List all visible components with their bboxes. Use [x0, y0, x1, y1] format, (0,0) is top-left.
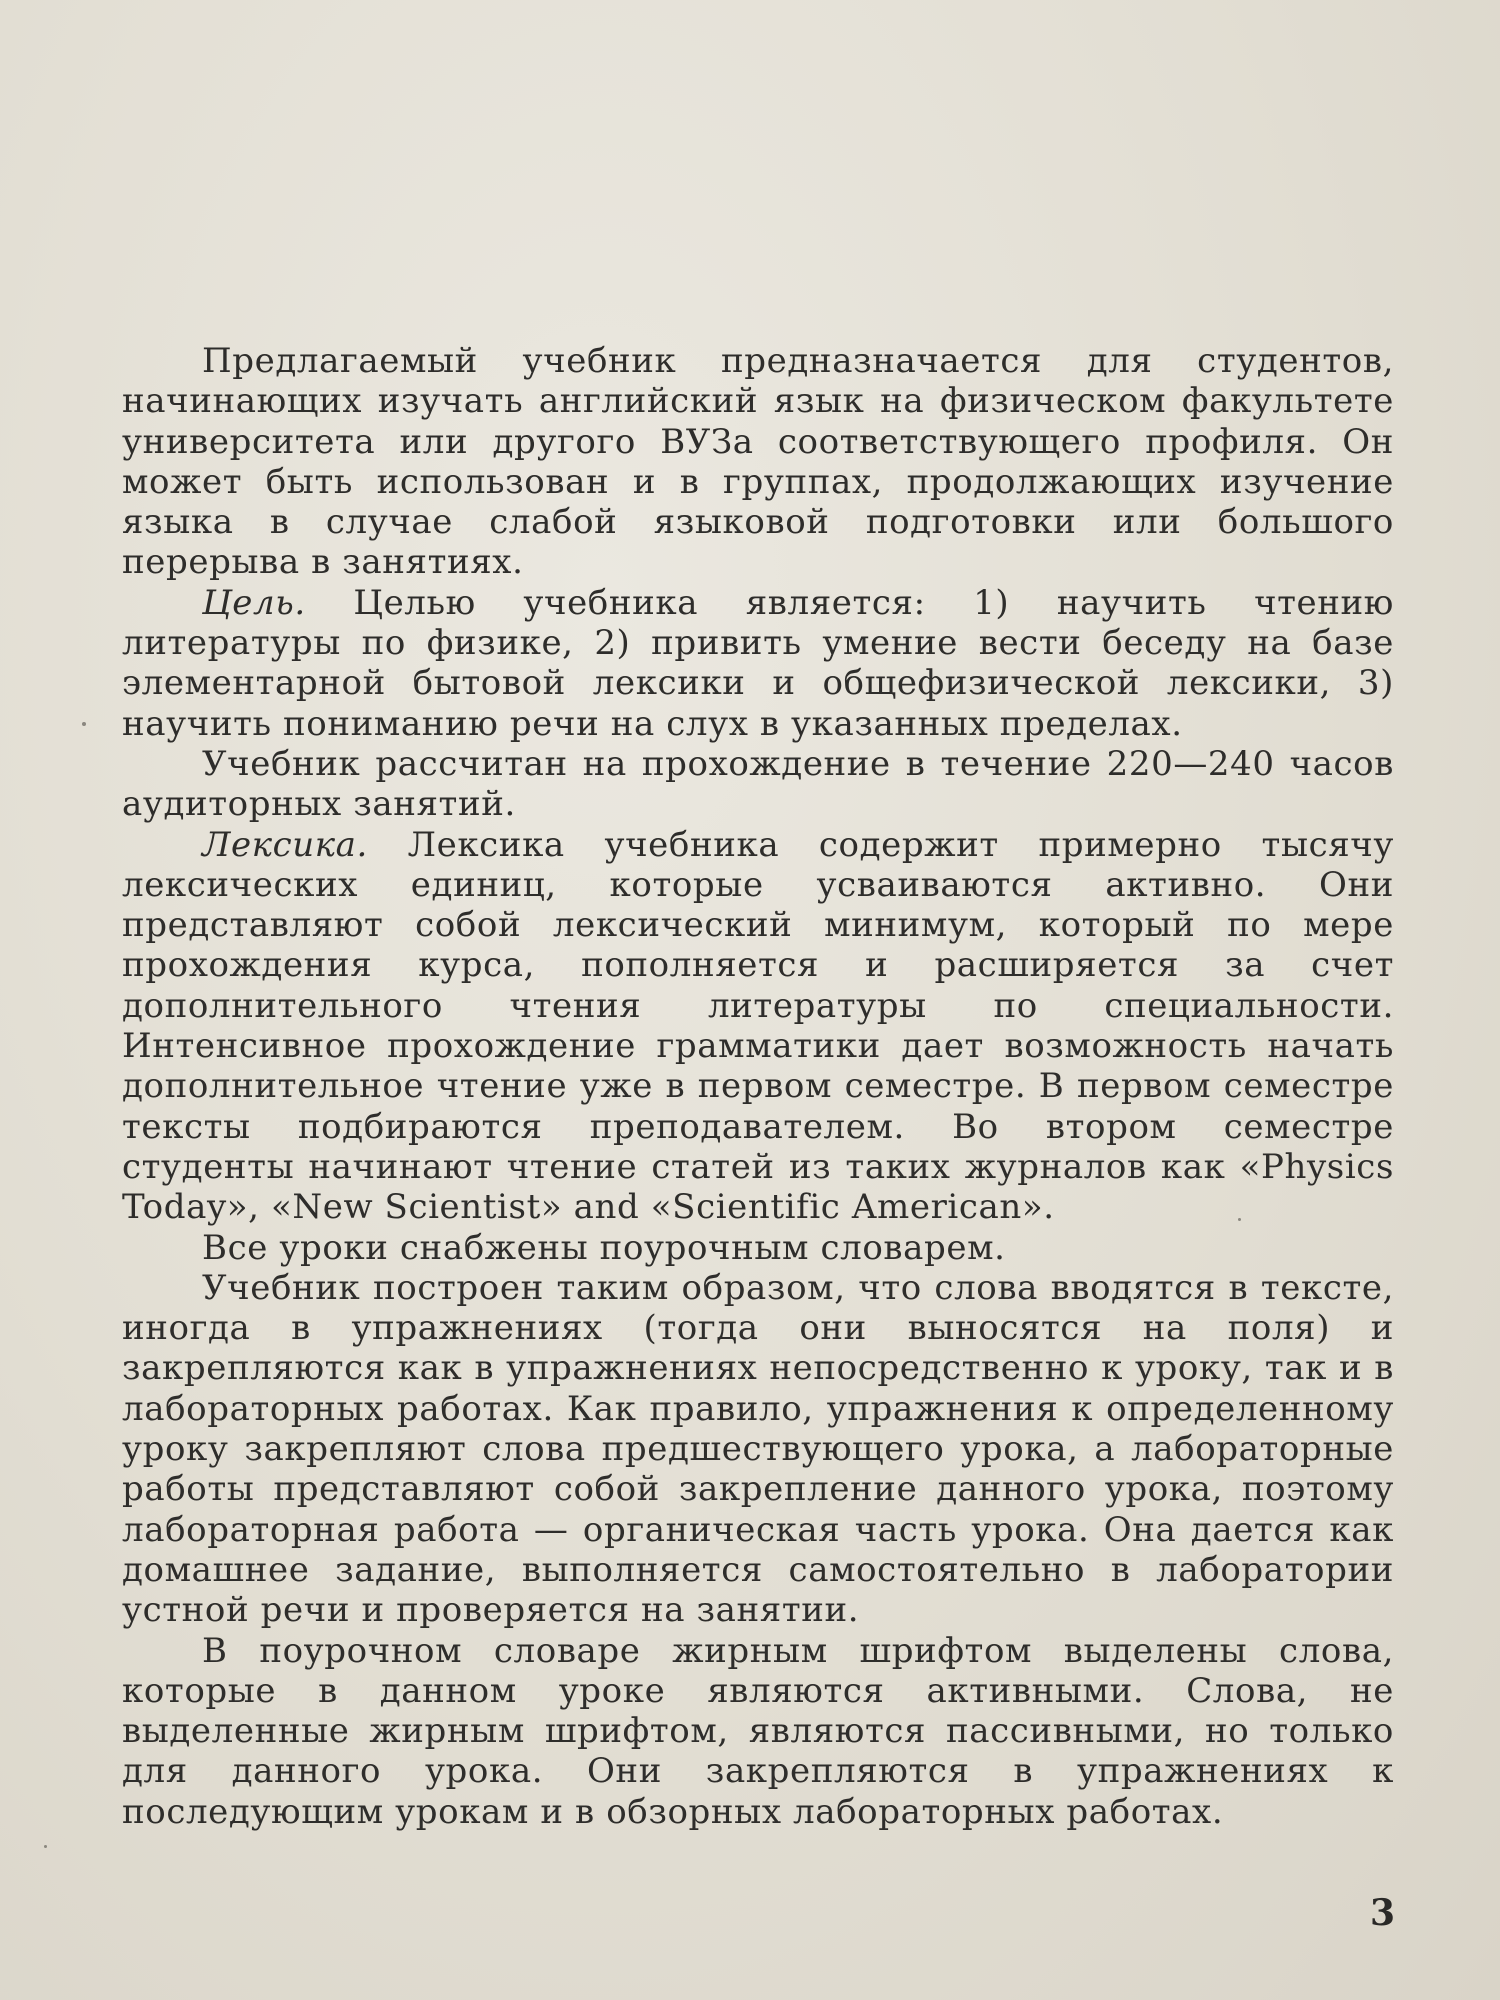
paragraph-structure — [122, 1268, 1394, 1631]
paragraph-bold-words — [122, 1631, 1394, 1832]
paragraph-vocabulary — [122, 825, 1394, 1228]
paragraph-text: Целью учебника является: 1) научить чтению литературы по физике, 2) привить умение вести беседу на базе элементарной бытовой лексики и общефизической лексики, 3) научить пониманию речи на слух в указанных пределах. — [122, 582, 1394, 744]
paragraph-text: Все уроки снабжены поурочным словарем. — [202, 1227, 1006, 1268]
paragraph-text: В поурочном словаре жирным шрифтом выделены слова, которые в данном уроке являются активными. Слова, не выделенные жирным шрифтом, являются пассивными, но только для данного урока. Они закрепляются в упражнениях к последующим урокам и в обзорных лабораторных работах. — [122, 1630, 1394, 1832]
paragraph-intro — [122, 341, 1394, 583]
paragraph-text: Учебник рассчитан на прохождение в течение 220—240 часов аудиторных занятий. — [122, 743, 1394, 825]
paragraph-text: Учебник построен таким образом, что слова вводятся в тексте, иногда в упражнениях (тогда они выносятся на поля) и закрепляются как в упражнениях непосредственно к уроку, так и в лабораторных работах. Как правило, упражнения к определенному уроку закрепляют слова предшествующего урока, а лабораторные работы представляют собой закрепление данного урока, поэтому лабораторная работа — органическая часть урока. Она дается как домашнее задание, выполняется самостоятельно в лаборатории устной речи и проверяется на занятии. — [122, 1267, 1394, 1631]
paragraph-hours — [122, 744, 1394, 825]
paragraph-goal — [122, 583, 1394, 744]
paragraph-text: Лексика учебника содержит примерно тысячу лексических единиц, которые усваиваются активно. Они представляют собой лексический минимум, который по мере прохождения курса, пополняется и расширяется за счет дополнительного чтения литературы по специальности. Интенсивное прохождение грамматики дает возможность начать дополнительное чтение уже в первом семестре. В первом семестре тексты подбираются преподавателем. Во втором семестре студенты начинают чтение статей из таких журналов как «Physics Today», «New Scientist» and «Scientific American». — [122, 824, 1394, 1228]
body-text — [122, 341, 1394, 1832]
paper-speck — [44, 1845, 47, 1848]
paragraph-lead-vocabulary: Лексика. — [202, 824, 368, 865]
page-number: 3 — [1370, 1892, 1396, 1934]
paper-speck — [1238, 1218, 1241, 1221]
paragraph-lead-goal: Цель. — [202, 582, 306, 623]
paragraph-text: Предлагаемый учебник предназначается для студентов, начинающих изучать английский язык на физическом факультете университета или другого ВУЗа соответствующего профиля. Он может быть использован и в группах, продолжающих изучение языка в случае слабой языковой подготовки или большого перерыва в занятиях. — [122, 341, 1394, 583]
paper-speck — [82, 722, 86, 726]
paragraph-dictionary — [122, 1228, 1394, 1268]
